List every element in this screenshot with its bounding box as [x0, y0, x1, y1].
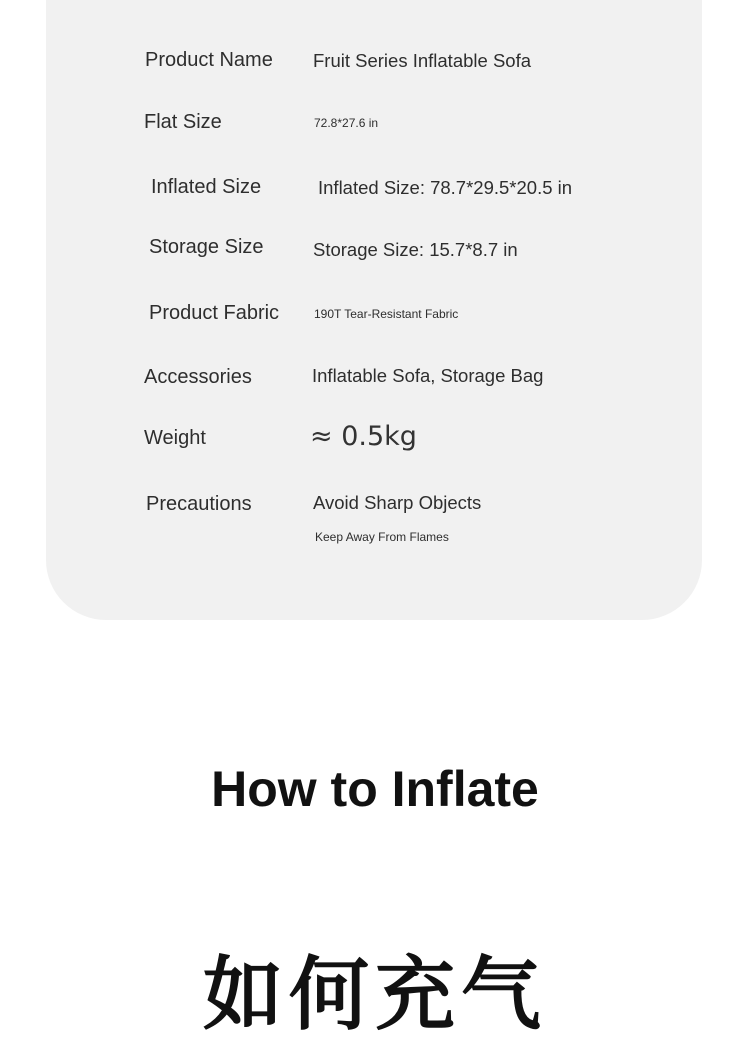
spec-value-inflated-size: Inflated Size: 78.7*29.5*20.5 in	[318, 177, 573, 198]
spec-value-accessories: Inflatable Sofa, Storage Bag	[312, 365, 544, 386]
spec-label-storage-size: Storage Size	[149, 236, 264, 258]
section-heading: How to Inflate	[211, 761, 539, 817]
spec-value-weight: ≈ 0.5kg	[310, 421, 417, 452]
spec-value-product-name: Fruit Series Inflatable Sofa	[313, 50, 531, 71]
spec-value-precautions-1: Avoid Sharp Objects	[313, 492, 482, 513]
spec-value-precautions-2: Keep Away From Flames	[315, 530, 449, 544]
spec-label-accessories: Accessories	[144, 366, 252, 388]
spec-value-product-fabric: 190T Tear-Resistant Fabric	[314, 307, 459, 321]
spec-label-product-name: Product Name	[145, 49, 273, 71]
spec-label-inflated-size: Inflated Size	[151, 176, 262, 198]
spec-label-weight: Weight	[144, 427, 206, 449]
spec-label-product-fabric: Product Fabric	[149, 302, 280, 324]
spec-label-precautions: Precautions	[146, 493, 252, 515]
spec-value-storage-size: Storage Size: 15.7*8.7 in	[313, 239, 518, 260]
spec-value-flat-size: 72.8*27.6 in	[314, 116, 379, 130]
section-subheading: 如何充气	[203, 950, 547, 1039]
spec-label-flat-size: Flat Size	[144, 111, 222, 133]
